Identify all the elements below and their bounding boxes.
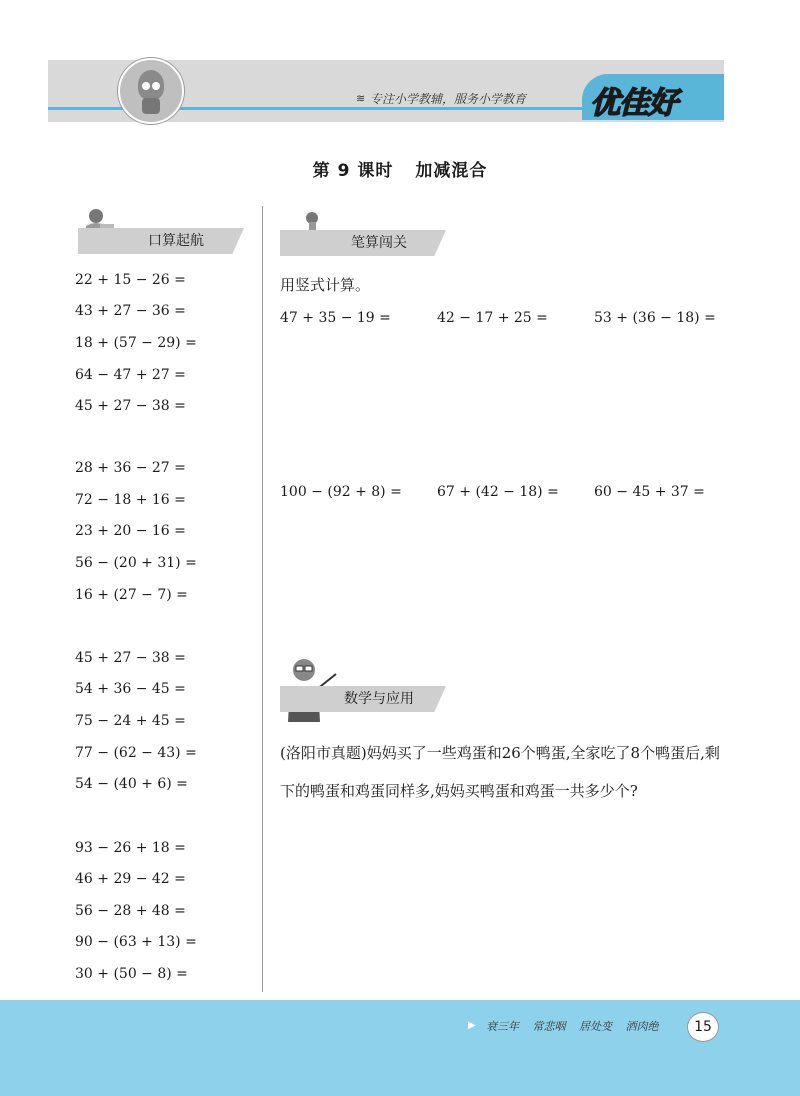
written-item: 100 − (92 + 8) = — [280, 484, 402, 500]
page-title — [0, 156, 800, 181]
oral-item: 54 − (40 + 6) = — [75, 776, 188, 792]
oral-item: 28 + 36 − 27 = — [75, 460, 186, 476]
lesson-number: 第 9 课时 — [312, 161, 394, 181]
brand-logo: 优佳好 — [590, 86, 677, 121]
oral-item: 23 + 20 − 16 = — [75, 523, 186, 539]
oral-item: 90 − (63 + 13) = — [75, 934, 197, 950]
oral-item: 45 + 27 − 38 = — [75, 650, 186, 666]
written-item: 53 + (36 − 18) = — [594, 310, 716, 326]
application-banner-label: 数学与应用 — [344, 691, 414, 707]
written-item: 42 − 17 + 25 = — [437, 310, 548, 326]
oral-item: 64 − 47 + 27 = — [75, 367, 186, 383]
lesson-topic: 加减混合 — [415, 161, 488, 181]
oral-banner-label: 口算起航 — [148, 233, 204, 249]
word-problem: (洛阳市真题)妈妈买了一些鸡蛋和26个鸭蛋,全家吃了8个鸭蛋后,剩下的鸭蛋和鸡蛋同样多,妈妈买鸭蛋和鸡蛋一共多少个? — [280, 744, 720, 800]
oral-item: 56 − 28 + 48 = — [75, 903, 186, 919]
page-number: 15 — [687, 1012, 719, 1042]
written-item: 47 + 35 − 19 = — [280, 310, 391, 326]
oral-item: 45 + 27 − 38 = — [75, 398, 186, 414]
written-instruction: 用竖式计算。 — [280, 276, 371, 294]
written-item: 60 − 45 + 37 = — [594, 484, 705, 500]
written-banner-label: 笔算闯关 — [351, 235, 407, 251]
oral-item: 30 + (50 − 8) = — [75, 966, 188, 982]
mascot-logo — [118, 58, 184, 124]
oral-item: 56 − (20 + 31) = — [75, 555, 197, 571]
oral-item: 22 + 15 − 26 = — [75, 272, 186, 288]
oral-item: 54 + 36 − 45 = — [75, 681, 186, 697]
oral-item: 46 + 29 − 42 = — [75, 871, 186, 887]
oral-item: 75 − 24 + 45 = — [75, 713, 186, 729]
footer-bar — [0, 999, 800, 1096]
play-arrow-icon: ▶ — [468, 1020, 476, 1031]
footer-motto: 衰三年 常悲咽 居处变 酒肉绝 — [486, 1020, 659, 1033]
oral-item: 93 − 26 + 18 = — [75, 840, 186, 856]
oral-item: 77 − (62 − 43) = — [75, 745, 197, 761]
column-divider — [262, 206, 263, 992]
footer-rule — [0, 998, 800, 1000]
slogan-icon: ≋ — [356, 92, 366, 105]
oral-item: 16 + (27 − 7) = — [75, 587, 188, 603]
oral-item: 43 + 27 − 36 = — [75, 303, 186, 319]
header-slogan: 专注小学教辅，服务小学教育 — [370, 92, 527, 106]
written-item: 67 + (42 − 18) = — [437, 484, 559, 500]
oral-item: 72 − 18 + 16 = — [75, 492, 186, 508]
oral-item: 18 + (57 − 29) = — [75, 335, 197, 351]
